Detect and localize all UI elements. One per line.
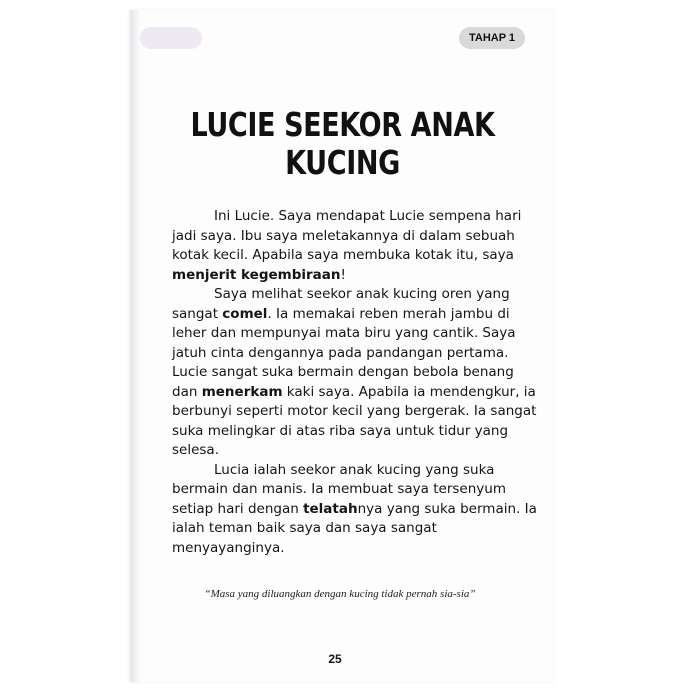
- title-line-1: LUCIE SEEKOR ANAK: [190, 105, 495, 144]
- p2-bold-1: comel: [222, 305, 268, 322]
- story-title: [185, 106, 501, 182]
- page-edge-shadow: [130, 10, 140, 682]
- p2-text-a: Saya melihat seekor anak kucing oren yang sangat: [172, 286, 510, 322]
- p3-text-b: nya yang suka bermain. Ia ialah teman baik saya dan saya sangat menyayanginya.: [172, 500, 537, 556]
- p3-bold: telatah: [303, 500, 358, 517]
- faded-header-tab: [140, 27, 202, 49]
- p3-text-a: Lucia ialah seekor anak kucing yang suka bermain dan manis. Ia membuat saya tersenyum setiap hari dengan: [172, 461, 506, 517]
- story-body: [172, 207, 537, 558]
- footer-quote: “Masa yang diluangkan dengan kucing tidak pernah sia-sia”: [204, 588, 476, 600]
- title-line-2: KUCING: [285, 143, 400, 182]
- page-number: 25: [328, 652, 342, 666]
- p2-bold-2: menerkam: [201, 383, 283, 400]
- p2-text-c: kaki saya. Apabila ia mendengkur, ia berbunyi seperti motor kecil yang bergerak. Ia sangat suka melingkar di atas riba saya untuk tidur yang selesa.: [172, 383, 537, 458]
- p2-text-b: . Ia memakai reben merah jambu di leher dan mempunyai mata biru yang cantik. Saya jatuh cinta dengannya pada pandangan pertama. Lucie sangat suka bermain dengan bebola benang dan: [172, 305, 516, 400]
- paragraph-3: [172, 461, 537, 559]
- p1-text-b: !: [340, 266, 346, 283]
- paragraph-2: [172, 285, 537, 461]
- p1-bold: menjerit kegembiraan: [172, 266, 341, 283]
- paragraph-1: [172, 207, 537, 285]
- stage-badge: TAHAP 1: [459, 27, 525, 49]
- p1-text-a: Ini Lucie. Saya mendapat Lucie sempena hari jadi saya. Ibu saya meletakannya di dalam sebuah kotak kecil. Apabila saya membuka kotak itu, saya: [172, 208, 522, 263]
